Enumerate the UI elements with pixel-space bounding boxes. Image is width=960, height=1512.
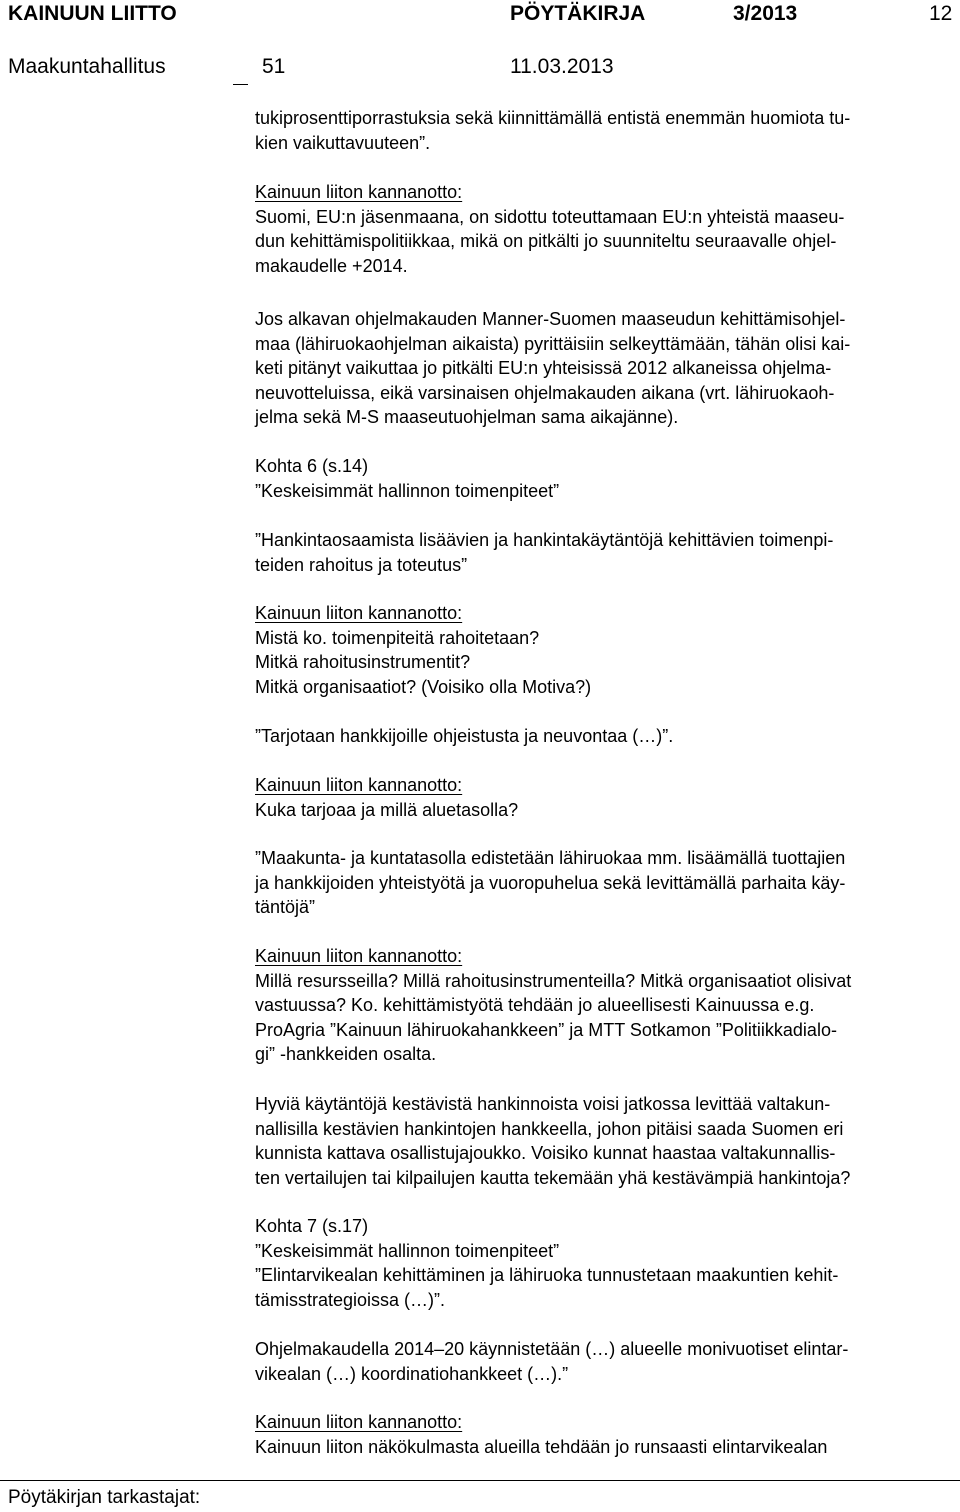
text-line: keti pitänyt vaikuttaa jo pitkälti EU:n yhteisissä 2012 alkaneissa ohjelma- (255, 358, 832, 379)
minutes-checkers-label: Pöytäkirjan tarkastajat: (8, 1487, 201, 1508)
text-line: Jos alkavan ohjelmakauden Manner-Suomen maaseudun kehittämisohjel- (255, 309, 846, 329)
stance-heading: Kainuun liiton kannanotto: (255, 603, 463, 623)
text-line: Kuka tarjoaa ja millä aluetasolla? (255, 799, 519, 820)
text-line: Millä resursseilla? Millä rahoitusinstrumenteilla? Mitkä organisaatiot olisivat (255, 970, 852, 991)
quote-guidance (255, 724, 955, 749)
text-line: ja hankkijoiden yhteistyötä ja vuoropuhelua sekä levittämällä parhaita käy- (255, 872, 846, 893)
text-line: ProAgria ”Kainuun lähiruokahankkeen” ja MTT Sotkamon ”Politiikkadialo- (255, 1019, 837, 1040)
text-line: neuvotteluissa, eikä varsinaisen ohjelmakauden aikana (vrt. lähiruokaoh- (255, 382, 835, 403)
paragraph-program-2014-20 (255, 1337, 955, 1386)
text-line: makaudelle +2014. (255, 255, 408, 276)
stance-heading: Kainuun liiton kannanotto: (255, 1412, 463, 1432)
text-line: ”Keskeisimmät hallinnon toimenpiteet” (255, 1240, 560, 1261)
text-line: Ohjelmakaudella 2014–20 käynnistetään (…) alueelle monivuotiset elintar- (255, 1339, 849, 1359)
stance-block-4 (255, 944, 955, 1067)
item-7-heading (255, 1214, 955, 1312)
item-6-heading (255, 454, 955, 503)
paragraph-program-period (255, 307, 955, 430)
text-line: ”Maakunta- ja kuntatasolla edistetään lähiruokaa mm. lisäämällä tuottajien (255, 848, 846, 868)
stance-block-5 (255, 1410, 955, 1459)
text-line: Kohta 6 (s.14) (255, 456, 369, 476)
text-line: Kohta 7 (s.17) (255, 1216, 369, 1236)
quote-local-food (255, 846, 955, 920)
text-line: vastuussa? Ko. kehittämistyötä tehdään jo alueellisesti Kainuussa e.g. (255, 995, 815, 1016)
text-line: tämisstrategioissa (…)”. (255, 1289, 446, 1310)
section-number: 51 (262, 55, 286, 78)
document-type: PÖYTÄKIRJA (510, 2, 646, 25)
text-line: ”Keskeisimmät hallinnon toimenpiteet” (255, 480, 560, 501)
text-line: teiden rahoitus ja toteutus” (255, 554, 468, 575)
organization-name: KAINUUN LIITTO (8, 2, 177, 25)
stance-heading: Kainuun liiton kannanotto: (255, 182, 463, 202)
stance-block-1 (255, 180, 955, 278)
text-line: ”Hankintaosaamista lisäävien ja hankintakäytäntöjä kehittävien toimenpi- (255, 530, 834, 550)
text-line: ten vertailujen tai kilpailujen kautta tekemään yhä kestävämpiä hankintoja? (255, 1167, 851, 1188)
text-line: Suomi, EU:n jäsenmaana, on sidottu toteuttamaan EU:n yhteistä maaseu- (255, 206, 845, 227)
text-line: gi” -hankkeiden osalta. (255, 1044, 437, 1065)
text-line: kunnista kattava osallistujajoukko. Voisiko kunnat haastaa valtakunnallis- (255, 1143, 836, 1164)
text-line: täntöjä” (255, 897, 316, 918)
text-line: dun kehittämispolitiikkaa, mikä on pitkälti jo suunniteltu seuraavalle ohjel- (255, 231, 837, 252)
text-line: Hyviä käytäntöjä kestävistä hankinnoista voisi jatkossa levittää valtakun- (255, 1094, 831, 1114)
footer-divider (0, 1480, 960, 1481)
text-line: nallisilla kestävien hankintojen hankkeella, johon pitäisi saada Suomen eri (255, 1118, 844, 1139)
page-number: 12 (929, 2, 953, 25)
text-line: Mitkä rahoitusinstrumentit? (255, 652, 471, 673)
meeting-date: 11.03.2013 (510, 55, 614, 78)
text-line: vikealan (…) koordinatiohankkeet (…).” (255, 1363, 569, 1384)
text-line: tukiprosenttiporrastuksia sekä kiinnittämällä entistä enemmän huomiota tu- (255, 108, 851, 128)
paragraph-support-continuation (255, 106, 955, 155)
text-line: Mistä ko. toimenpiteitä rahoitetaan? (255, 627, 540, 648)
text-line: maa (lähiruokaohjelman aikaista) pyrittäisiin selkeyttämään, tähän olisi kai- (255, 333, 851, 354)
text-line: Kainuun liiton näkökulmasta alueilla tehdään jo runsaasti elintarvikealan (255, 1436, 828, 1457)
stance-block-2 (255, 601, 955, 699)
quote-procurement (255, 528, 955, 577)
text-line: ”Elintarvikealan kehittäminen ja lähiruoka tunnustetaan maakuntien kehit- (255, 1265, 839, 1286)
text-line: kien vaikuttavuuteen”. (255, 132, 431, 153)
stance-block-3 (255, 773, 955, 822)
body-name: Maakuntahallitus (8, 55, 166, 78)
text-line: Mitkä organisaatiot? (Voisiko olla Motiva?) (255, 676, 592, 697)
document-number: 3/2013 (733, 2, 798, 25)
section-mark-underline (233, 84, 248, 85)
text-line: ”Tarjotaan hankkijoille ohjeistusta ja neuvontaa (…)”. (255, 726, 674, 746)
stance-heading: Kainuun liiton kannanotto: (255, 775, 463, 795)
paragraph-best-practices (255, 1092, 955, 1190)
text-line: jelma sekä M-S maaseutuohjelman sama aikajänne). (255, 407, 679, 428)
stance-heading: Kainuun liiton kannanotto: (255, 946, 463, 966)
